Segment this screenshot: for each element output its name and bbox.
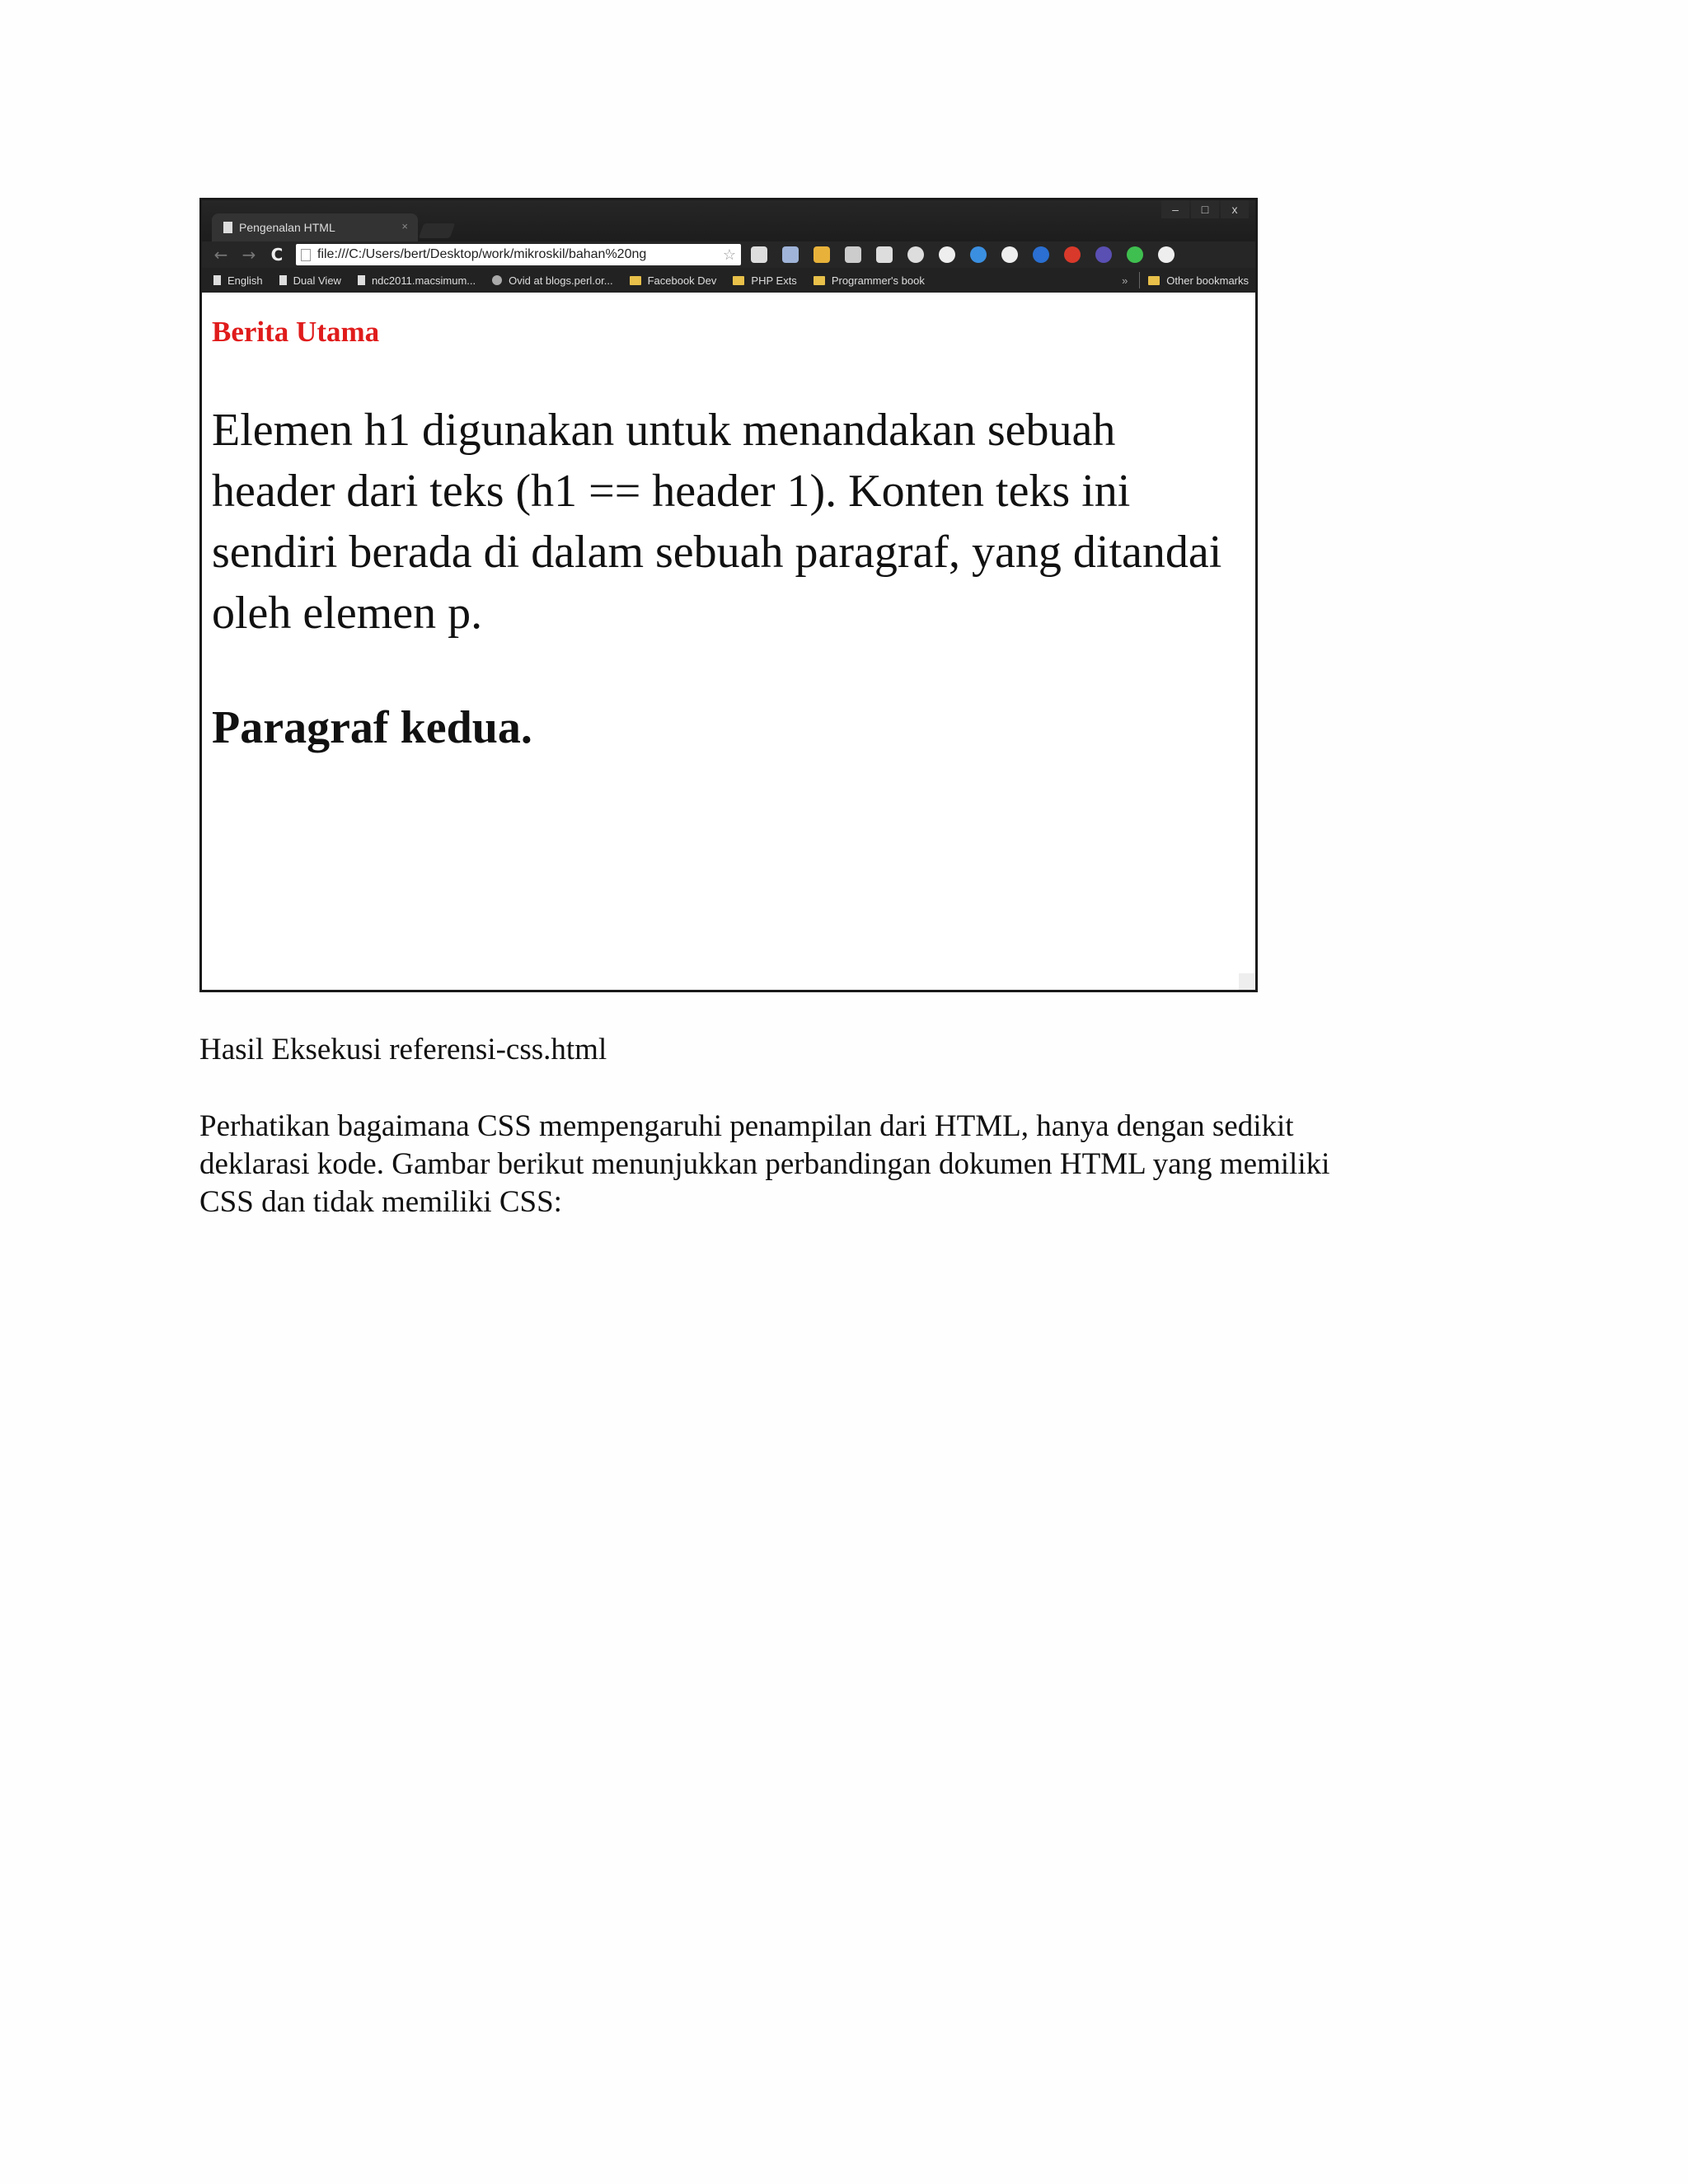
extension-icon[interactable] xyxy=(1064,246,1081,263)
bookmark-label: ndc2011.macsimum... xyxy=(371,274,476,287)
body-paragraph xyxy=(199,1108,1485,1221)
page-paragraph-second: Paragraf kedua. xyxy=(212,702,532,753)
bookmark-label: Ovid at blogs.perl.or... xyxy=(509,274,613,287)
maximize-button[interactable]: □ xyxy=(1191,200,1219,218)
page-icon xyxy=(358,275,365,285)
page-paragraph: Elemen h1 digunakan untuk menandakan sebuah header dari teks (h1 == header 1). Konten teks ini sendiri berada di dalam sebuah paragraf, yang ditandai oleh elemen p. xyxy=(212,405,1222,639)
browser-toolbar xyxy=(202,241,1255,268)
figure-caption: Hasil Eksekusi referensi-css.html xyxy=(199,1033,607,1066)
url-text: file:///C:/Users/bert/Desktop/work/mikroskil/bahan%20ng xyxy=(317,247,647,261)
body-line: CSS dan tidak memiliki CSS: xyxy=(199,1185,562,1219)
bookmark-item[interactable] xyxy=(492,274,612,287)
page-icon xyxy=(279,275,287,285)
bookmark-label: Dual View xyxy=(293,274,341,287)
bookmarks-bar xyxy=(202,268,1255,293)
bookmarks-divider xyxy=(1139,272,1140,288)
reload-button[interactable]: C xyxy=(270,245,284,265)
folder-icon xyxy=(733,276,744,285)
new-tab-button[interactable] xyxy=(419,223,456,238)
extension-icon[interactable] xyxy=(907,246,924,263)
bookmark-item[interactable] xyxy=(279,274,341,287)
window-controls xyxy=(1160,200,1249,218)
tab-title: Pengenalan HTML xyxy=(239,221,335,234)
body-line: Perhatikan bagaimana CSS mempengaruhi penampilan dari HTML, hanya dengan sedikit xyxy=(199,1109,1294,1143)
bookmark-star-icon[interactable]: ☆ xyxy=(722,246,736,263)
globe-icon xyxy=(492,275,502,285)
extension-icon[interactable] xyxy=(876,246,893,263)
page-viewport xyxy=(202,293,1255,990)
address-bar[interactable] xyxy=(296,244,741,265)
bookmark-item[interactable] xyxy=(630,274,717,287)
bookmarks-overflow-button[interactable]: » xyxy=(1122,274,1128,287)
other-bookmarks-label: Other bookmarks xyxy=(1166,274,1249,287)
extension-icon[interactable] xyxy=(782,246,799,263)
minimize-button[interactable]: – xyxy=(1161,200,1189,218)
browser-screenshot xyxy=(199,198,1258,992)
extension-icon[interactable] xyxy=(845,246,861,263)
body-line: deklarasi kode. Gambar berikut menunjukkan perbandingan dokumen HTML yang memiliki xyxy=(199,1147,1330,1181)
folder-icon xyxy=(1148,276,1160,285)
extension-icon[interactable] xyxy=(1158,246,1175,263)
scrollbar-corner xyxy=(1239,973,1255,990)
close-tab-icon[interactable]: × xyxy=(401,220,408,232)
extension-icons xyxy=(751,246,1189,263)
bookmark-item[interactable] xyxy=(733,274,796,287)
other-bookmarks-folder[interactable] xyxy=(1148,274,1249,287)
page-heading: Berita Utama xyxy=(212,316,380,348)
bookmark-label: Facebook Dev xyxy=(647,274,717,287)
forward-button[interactable]: → xyxy=(241,245,256,265)
extension-icon[interactable] xyxy=(1127,246,1143,263)
browser-tab[interactable] xyxy=(212,213,418,241)
extension-icon[interactable] xyxy=(939,246,955,263)
back-button[interactable]: ← xyxy=(213,245,228,265)
tab-strip xyxy=(202,200,1255,241)
extension-icon[interactable] xyxy=(814,246,830,263)
bookmark-item[interactable] xyxy=(814,274,925,287)
extension-icon[interactable] xyxy=(1095,246,1112,263)
bookmark-label: PHP Exts xyxy=(751,274,797,287)
bookmark-label: Programmer's book xyxy=(831,274,925,287)
bookmark-item[interactable] xyxy=(213,274,263,287)
folder-icon xyxy=(814,276,825,285)
extension-icon[interactable] xyxy=(1033,246,1049,263)
close-window-button[interactable]: x xyxy=(1221,200,1249,218)
extension-icon[interactable] xyxy=(751,246,767,263)
extension-icon[interactable] xyxy=(1001,246,1018,263)
page-icon xyxy=(213,275,221,285)
folder-icon xyxy=(630,276,641,285)
bookmark-label: English xyxy=(227,274,263,287)
page-icon xyxy=(223,222,232,233)
bookmark-item[interactable] xyxy=(358,274,476,287)
extension-icon[interactable] xyxy=(970,246,987,263)
file-icon xyxy=(301,249,311,261)
